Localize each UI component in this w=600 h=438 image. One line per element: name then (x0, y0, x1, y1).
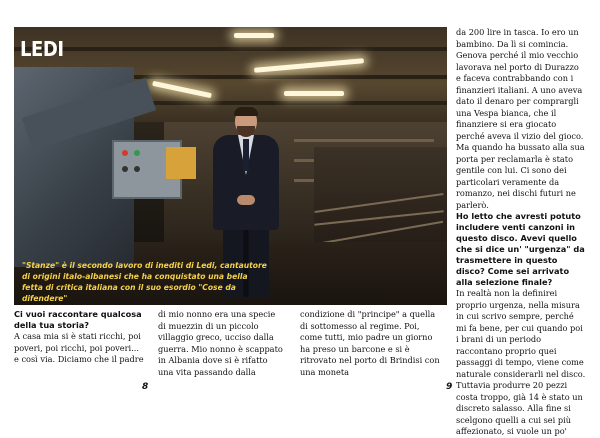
artist-logo: LEDI (20, 37, 64, 61)
interview-answer: In realtà non la definirei proprio urgenza, nella misura in cui scrivo sempre, perché mi fa bene, per cui quando poi i brani di un periodo raccontano proprio quei passaggi di tempo, viene come naturale considerarli nel disco. Tuttavia produrre 20 pezzi costa troppo, già 14 è stato un discreto salasso. Alla fine si scelgono quelli a cui sei più affezionato, si vuole un po' (456, 288, 586, 436)
article-column-1 (14, 309, 144, 366)
man-tie (243, 139, 249, 171)
interview-answer: da 200 lire in tasca. Io ero un bambino. Da lì si comincia. Genova perché il mio vecchio lavorava nel porto di Durazzo e faceva contrabbando con i finanzieri italiani. A uno aveva dato il denaro per comprargli una Vespa bianca, che il finanziere si era giocato perché aveva il vizio del gioco. Ma quando ha bussato alla sua porta per reclamarla è stato gentile con lui. Ci sono dei particolari veramente da romanzo, nei dischi futuri ne parlerò. (456, 27, 585, 210)
page-number-right: 9 (446, 382, 453, 392)
ceiling-beam (14, 47, 447, 51)
panel-button (134, 150, 140, 156)
panel-button (122, 150, 128, 156)
warning-box (166, 147, 196, 179)
panel-button (134, 166, 140, 172)
article-column-3 (300, 309, 441, 378)
man-hair (234, 107, 258, 116)
ceiling-lamp (284, 91, 344, 96)
article-column-4 (456, 27, 586, 438)
interview-question: Ci vuoi raccontare qualcosa della tua storia? (14, 309, 142, 330)
interview-answer: di mio nonno era una specie di muezzin di un piccolo villaggio greco, ucciso dalla guerra. Mio nonno è scappato in Albania dove si è rifatto una vita passando dalla (158, 309, 283, 377)
photo-caption: "Stanze" è il secondo lavoro di inediti di Ledi, cantautore di origini italo-albanesi che ha conquistato una bella fetta di critica italiana con il suo esordio "Cose da difendere" (22, 261, 267, 303)
panel-button (122, 166, 128, 172)
shelf (294, 139, 434, 142)
interview-answer: condizione di "principe" a quella di sottomesso al regime. Poi, come tutti, mio padre un giorno ha preso un barcone e si è ritrovato nel porto di Brindisi con una moneta (300, 309, 440, 377)
ceiling-lamp (234, 33, 274, 38)
interview-question: Ho letto che avresti potuto includere venti canzoni in questo disco. Avevi quello che si dice un' "urgenza" da trasmettere in questo disco? Come sei arrivato alla selezione finale? (456, 211, 585, 287)
article-column-2 (158, 309, 284, 378)
page-number-left: 8 (142, 382, 149, 392)
man-hands (237, 195, 255, 205)
interview-answer: A casa mia si è stati ricchi, poi poveri, poi ricchi, poi poveri... e così via. Diciamo che il padre (14, 331, 144, 364)
